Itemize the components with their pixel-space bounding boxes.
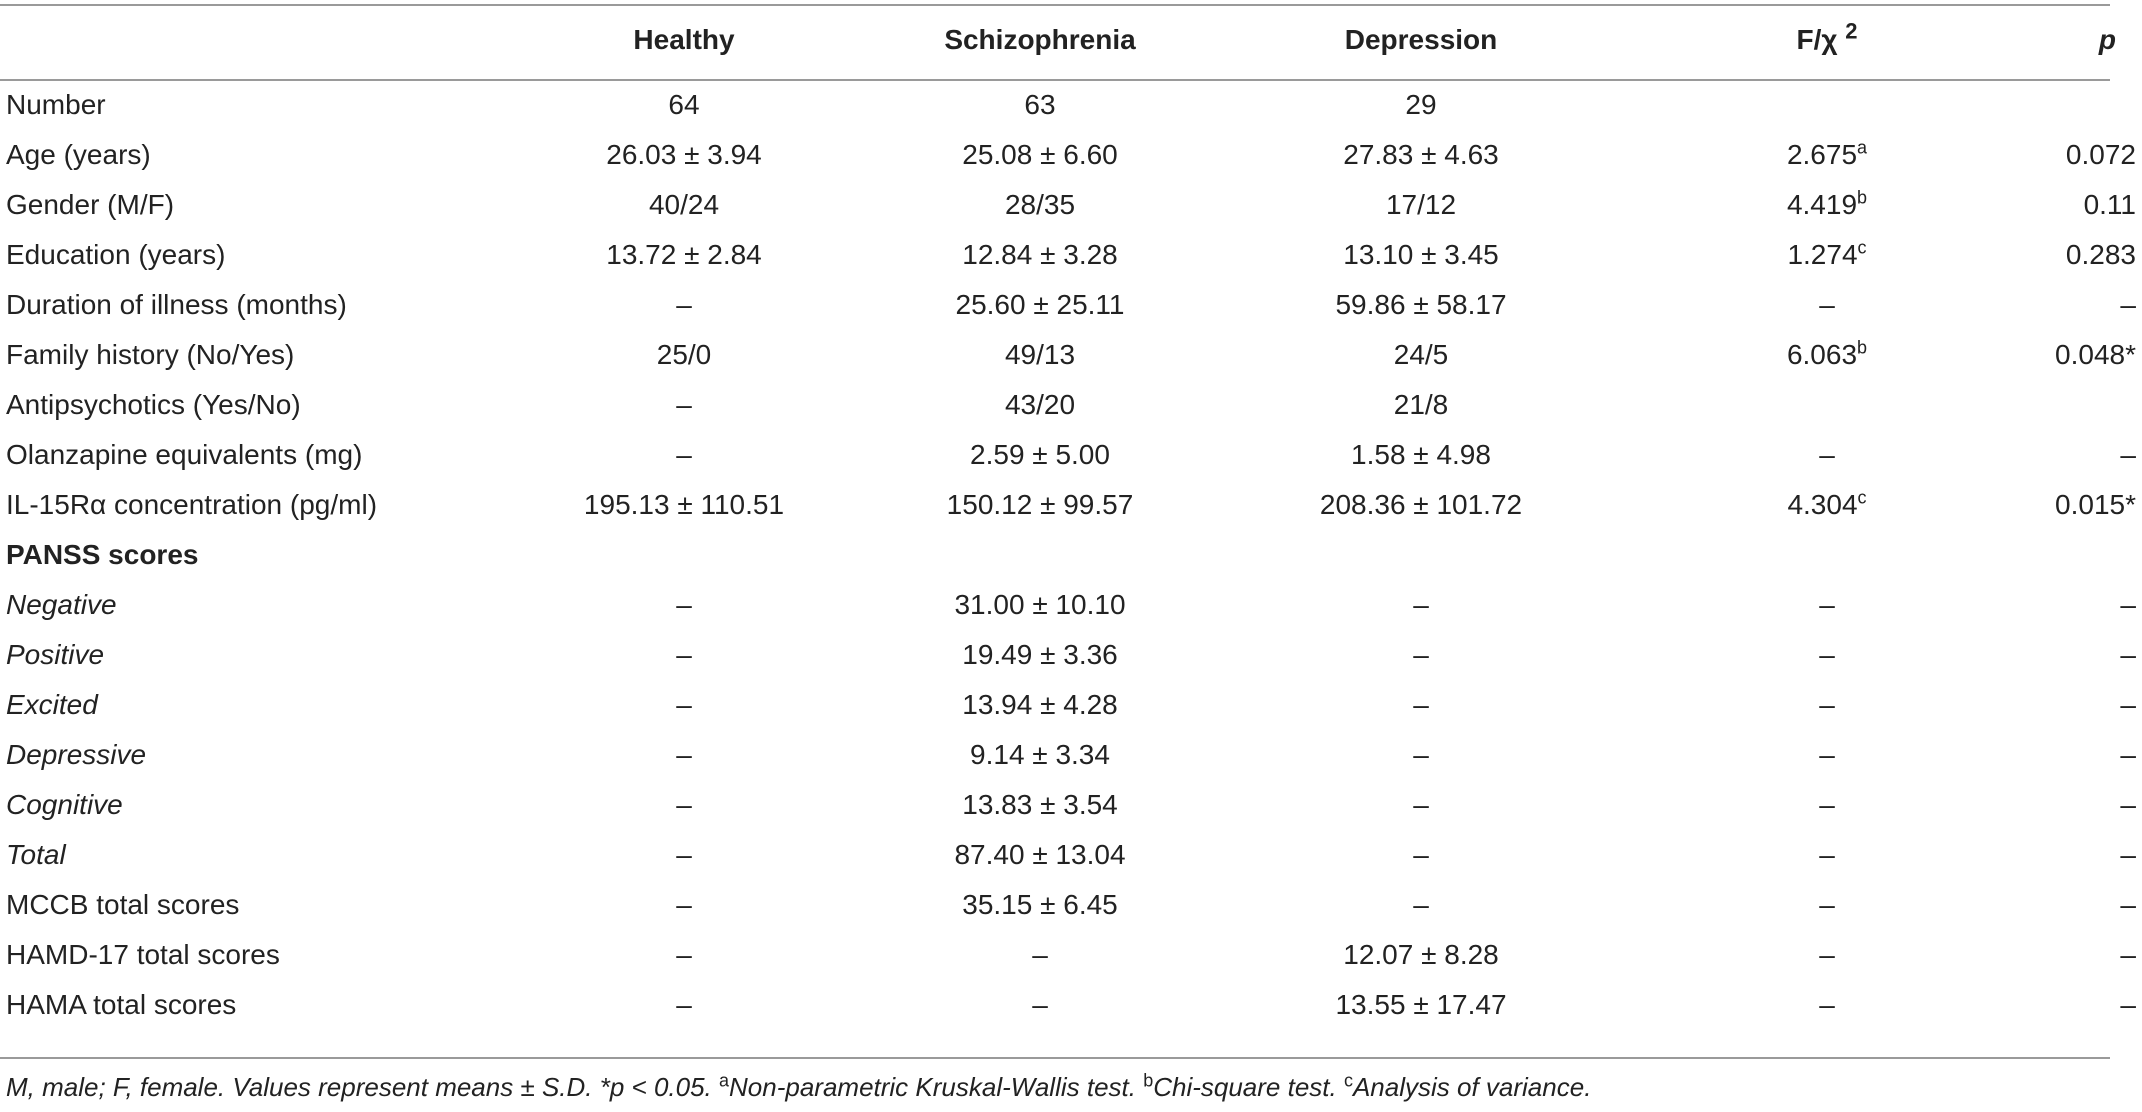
- cell-healthy: –: [676, 289, 692, 320]
- cell-p: –: [2120, 689, 2136, 720]
- cell-statistic-value: –: [1819, 789, 1835, 820]
- cell-depression: –: [1413, 589, 1429, 620]
- cell-p: –: [2120, 989, 2136, 1020]
- cell-statistic: [1624, 980, 2030, 1030]
- table-row: [0, 480, 2142, 530]
- cell-schizophrenia: 31.00 ± 10.10: [954, 589, 1126, 620]
- row-label: Positive: [6, 639, 105, 670]
- cell-statistic-mark: a: [1857, 137, 1868, 158]
- header-healthy: Healthy: [633, 24, 735, 55]
- cell-schizophrenia: 2.59 ± 5.00: [970, 439, 1110, 470]
- footnote-a-text: Non-parametric Kruskal-Wallis test.: [729, 1072, 1144, 1102]
- cell-depression: –: [1413, 689, 1429, 720]
- cell-statistic: [1624, 830, 2030, 880]
- cell-healthy: –: [676, 889, 692, 920]
- cell-statistic-value: –: [1819, 639, 1835, 670]
- row-label: PANSS scores: [6, 539, 199, 570]
- table-footnote: [6, 1072, 1591, 1103]
- table-row: [0, 830, 2142, 880]
- table-row: [0, 630, 2142, 680]
- row-label: IL-15Rα concentration (pg/ml): [6, 489, 378, 520]
- cell-statistic-value: –: [1819, 889, 1835, 920]
- row-label: Cognitive: [6, 789, 123, 820]
- cell-statistic-value: –: [1819, 289, 1835, 320]
- cell-schizophrenia: 25.08 ± 6.60: [962, 139, 1118, 170]
- cell-schizophrenia: 28/35: [1004, 189, 1076, 220]
- row-label: Family history (No/Yes): [6, 339, 295, 370]
- cell-healthy: –: [676, 989, 692, 1020]
- cell-statistic-value: –: [1819, 589, 1835, 620]
- cell-depression: [1218, 530, 1624, 580]
- cell-depression: 21/8: [1393, 389, 1449, 420]
- table-row: [0, 730, 2142, 780]
- cell-p: 0.048*: [2055, 339, 2136, 370]
- cell-statistic: [1624, 880, 2030, 930]
- cell-statistic: [1624, 780, 2030, 830]
- cell-statistic-value: –: [1819, 989, 1835, 1020]
- header-depression: Depression: [1344, 24, 1498, 55]
- table-header-row: [0, 0, 2142, 80]
- row-label: Age (years): [6, 139, 151, 170]
- cell-schizophrenia: 12.84 ± 3.28: [962, 239, 1118, 270]
- cell-p: [2030, 80, 2142, 130]
- cell-healthy: –: [676, 589, 692, 620]
- cell-healthy: –: [676, 389, 692, 420]
- cell-statistic-mark: b: [1857, 337, 1868, 358]
- row-label: Total: [6, 839, 66, 870]
- cell-p: –: [2120, 939, 2136, 970]
- cell-schizophrenia: 49/13: [1004, 339, 1076, 370]
- cell-schizophrenia: 25.60 ± 25.11: [955, 289, 1125, 320]
- cell-statistic: [1624, 580, 2030, 630]
- cell-p: –: [2120, 739, 2136, 770]
- cell-p: –: [2120, 289, 2136, 320]
- cell-depression: 27.83 ± 4.63: [1343, 139, 1499, 170]
- footnote-b-text: Chi-square test.: [1153, 1072, 1344, 1102]
- cell-depression: 24/5: [1393, 339, 1449, 370]
- cell-p: 0.283: [2065, 239, 2136, 270]
- row-label: HAMD-17 total scores: [6, 939, 280, 970]
- cell-schizophrenia: [862, 530, 1218, 580]
- footnote-c-mark: c: [1343, 1070, 1353, 1091]
- cell-statistic-mark: c: [1857, 487, 1867, 508]
- cell-healthy: –: [676, 439, 692, 470]
- cell-schizophrenia: 9.14 ± 3.34: [970, 739, 1110, 770]
- cell-p: –: [2120, 589, 2136, 620]
- cell-p: –: [2120, 639, 2136, 670]
- row-label: Education (years): [6, 239, 226, 270]
- table-row: [0, 430, 2142, 480]
- cell-statistic-value: –: [1819, 839, 1835, 870]
- cell-statistic: [1624, 930, 2030, 980]
- table-row: [0, 580, 2142, 630]
- cell-statistic-value: 1.274: [1787, 239, 1858, 270]
- cell-p: 0.072: [2065, 139, 2136, 170]
- cell-schizophrenia: –: [1032, 989, 1048, 1020]
- header-statistic-sup: 2: [1845, 18, 1858, 44]
- cell-p: –: [2120, 839, 2136, 870]
- row-label: Antipsychotics (Yes/No): [6, 389, 301, 420]
- cell-statistic: [1624, 80, 2030, 130]
- cell-depression: –: [1413, 839, 1429, 870]
- cell-schizophrenia: 63: [1024, 89, 1056, 120]
- cell-schizophrenia: 150.12 ± 99.57: [946, 489, 1134, 520]
- cell-p: [2030, 380, 2142, 430]
- cell-statistic-value: –: [1819, 939, 1835, 970]
- table-row: [0, 880, 2142, 930]
- cell-healthy: 40/24: [648, 189, 720, 220]
- cell-depression: –: [1413, 739, 1429, 770]
- row-label: Number: [6, 89, 106, 120]
- cell-depression: 13.10 ± 3.45: [1343, 239, 1499, 270]
- cell-statistic-mark: b: [1857, 187, 1868, 208]
- cell-depression: 17/12: [1385, 189, 1457, 220]
- cell-healthy: –: [676, 789, 692, 820]
- cell-statistic-value: –: [1819, 689, 1835, 720]
- cell-statistic: [1624, 630, 2030, 680]
- cell-healthy: –: [676, 639, 692, 670]
- cell-healthy: 13.72 ± 2.84: [606, 239, 762, 270]
- header-label: [0, 0, 506, 80]
- cell-schizophrenia: 19.49 ± 3.36: [962, 639, 1118, 670]
- table-row: [0, 180, 2142, 230]
- footnote-b-mark: b: [1143, 1070, 1154, 1091]
- cell-statistic: [1624, 230, 2030, 280]
- table-row: [0, 80, 2142, 130]
- cell-schizophrenia: –: [1032, 939, 1048, 970]
- cell-healthy: 26.03 ± 3.94: [606, 139, 762, 170]
- cell-healthy: –: [676, 739, 692, 770]
- cell-statistic: [1624, 530, 2030, 580]
- cell-statistic-value: 4.419: [1786, 189, 1858, 220]
- cell-healthy: –: [676, 939, 692, 970]
- row-label: Gender (M/F): [6, 189, 175, 220]
- table-row: [0, 980, 2142, 1030]
- cell-depression: 29: [1405, 89, 1437, 120]
- row-label: MCCB total scores: [6, 889, 240, 920]
- row-label: HAMA total scores: [6, 989, 237, 1020]
- cell-p: 0.015*: [2055, 489, 2136, 520]
- cell-depression: 59.86 ± 58.17: [1335, 289, 1507, 320]
- cell-statistic-value: –: [1819, 739, 1835, 770]
- table-bottom-rule: [0, 1057, 2110, 1059]
- cell-healthy: –: [676, 689, 692, 720]
- header-schizophrenia: Schizophrenia: [944, 24, 1136, 55]
- cell-schizophrenia: 13.83 ± 3.54: [962, 789, 1118, 820]
- table-row: [0, 380, 2142, 430]
- cell-healthy: –: [676, 839, 692, 870]
- table-row: [0, 280, 2142, 330]
- cell-healthy: [506, 530, 862, 580]
- cell-depression: 13.55 ± 17.47: [1335, 989, 1507, 1020]
- row-label: Negative: [6, 589, 117, 620]
- cell-statistic: [1624, 680, 2030, 730]
- cell-p: –: [2120, 889, 2136, 920]
- cell-depression: 12.07 ± 8.28: [1343, 939, 1499, 970]
- cell-statistic: [1624, 480, 2030, 530]
- cell-statistic: [1624, 130, 2030, 180]
- cell-statistic: [1624, 180, 2030, 230]
- cell-statistic-value: 4.304: [1787, 489, 1858, 520]
- cell-statistic-value: –: [1819, 439, 1835, 470]
- table-row: [0, 130, 2142, 180]
- row-label: Duration of illness (months): [6, 289, 347, 320]
- cell-healthy: 195.13 ± 110.51: [583, 489, 785, 520]
- cell-healthy: 25/0: [656, 339, 712, 370]
- table-body: [0, 80, 2142, 1030]
- header-statistic-main: F/χ: [1796, 24, 1838, 55]
- cell-statistic: [1624, 430, 2030, 480]
- cell-p: [2030, 530, 2142, 580]
- cell-schizophrenia: 43/20: [1004, 389, 1076, 420]
- cell-depression: 208.36 ± 101.72: [1319, 489, 1523, 520]
- cell-statistic: [1624, 730, 2030, 780]
- cell-p: 0.11: [2083, 189, 2136, 220]
- row-label: Olanzapine equivalents (mg): [6, 439, 363, 470]
- cell-depression: 1.58 ± 4.98: [1351, 439, 1491, 470]
- cell-schizophrenia: 13.94 ± 4.28: [962, 689, 1118, 720]
- cell-p: –: [2120, 789, 2136, 820]
- cell-healthy: 64: [668, 89, 700, 120]
- header-statistic: [1624, 0, 2030, 80]
- cell-statistic: [1624, 330, 2030, 380]
- cell-statistic: [1624, 280, 2030, 330]
- table-row: [0, 780, 2142, 830]
- cell-statistic-mark: c: [1857, 237, 1867, 258]
- table-row: [0, 230, 2142, 280]
- cell-statistic-value: 2.675: [1786, 139, 1858, 170]
- cell-depression: –: [1413, 789, 1429, 820]
- cell-depression: –: [1413, 639, 1429, 670]
- table-row: [0, 680, 2142, 730]
- footnote-a-mark: a: [719, 1070, 730, 1091]
- table-row: [0, 530, 2142, 580]
- cell-statistic: [1624, 380, 2030, 430]
- table-row: [0, 330, 2142, 380]
- row-label: Depressive: [6, 739, 147, 770]
- footnote-c-text: Analysis of variance.: [1352, 1072, 1592, 1102]
- cell-statistic-value: 6.063: [1786, 339, 1858, 370]
- table-row: [0, 930, 2142, 980]
- footnote-lead: M, male; F, female. Values represent means ± S.D. *p < 0.05.: [6, 1072, 719, 1102]
- header-p: p: [2098, 24, 2116, 55]
- cell-schizophrenia: 35.15 ± 6.45: [962, 889, 1118, 920]
- cell-schizophrenia: 87.40 ± 13.04: [954, 839, 1126, 870]
- row-label: Excited: [6, 689, 98, 720]
- cell-p: –: [2120, 439, 2136, 470]
- cell-depression: –: [1413, 889, 1429, 920]
